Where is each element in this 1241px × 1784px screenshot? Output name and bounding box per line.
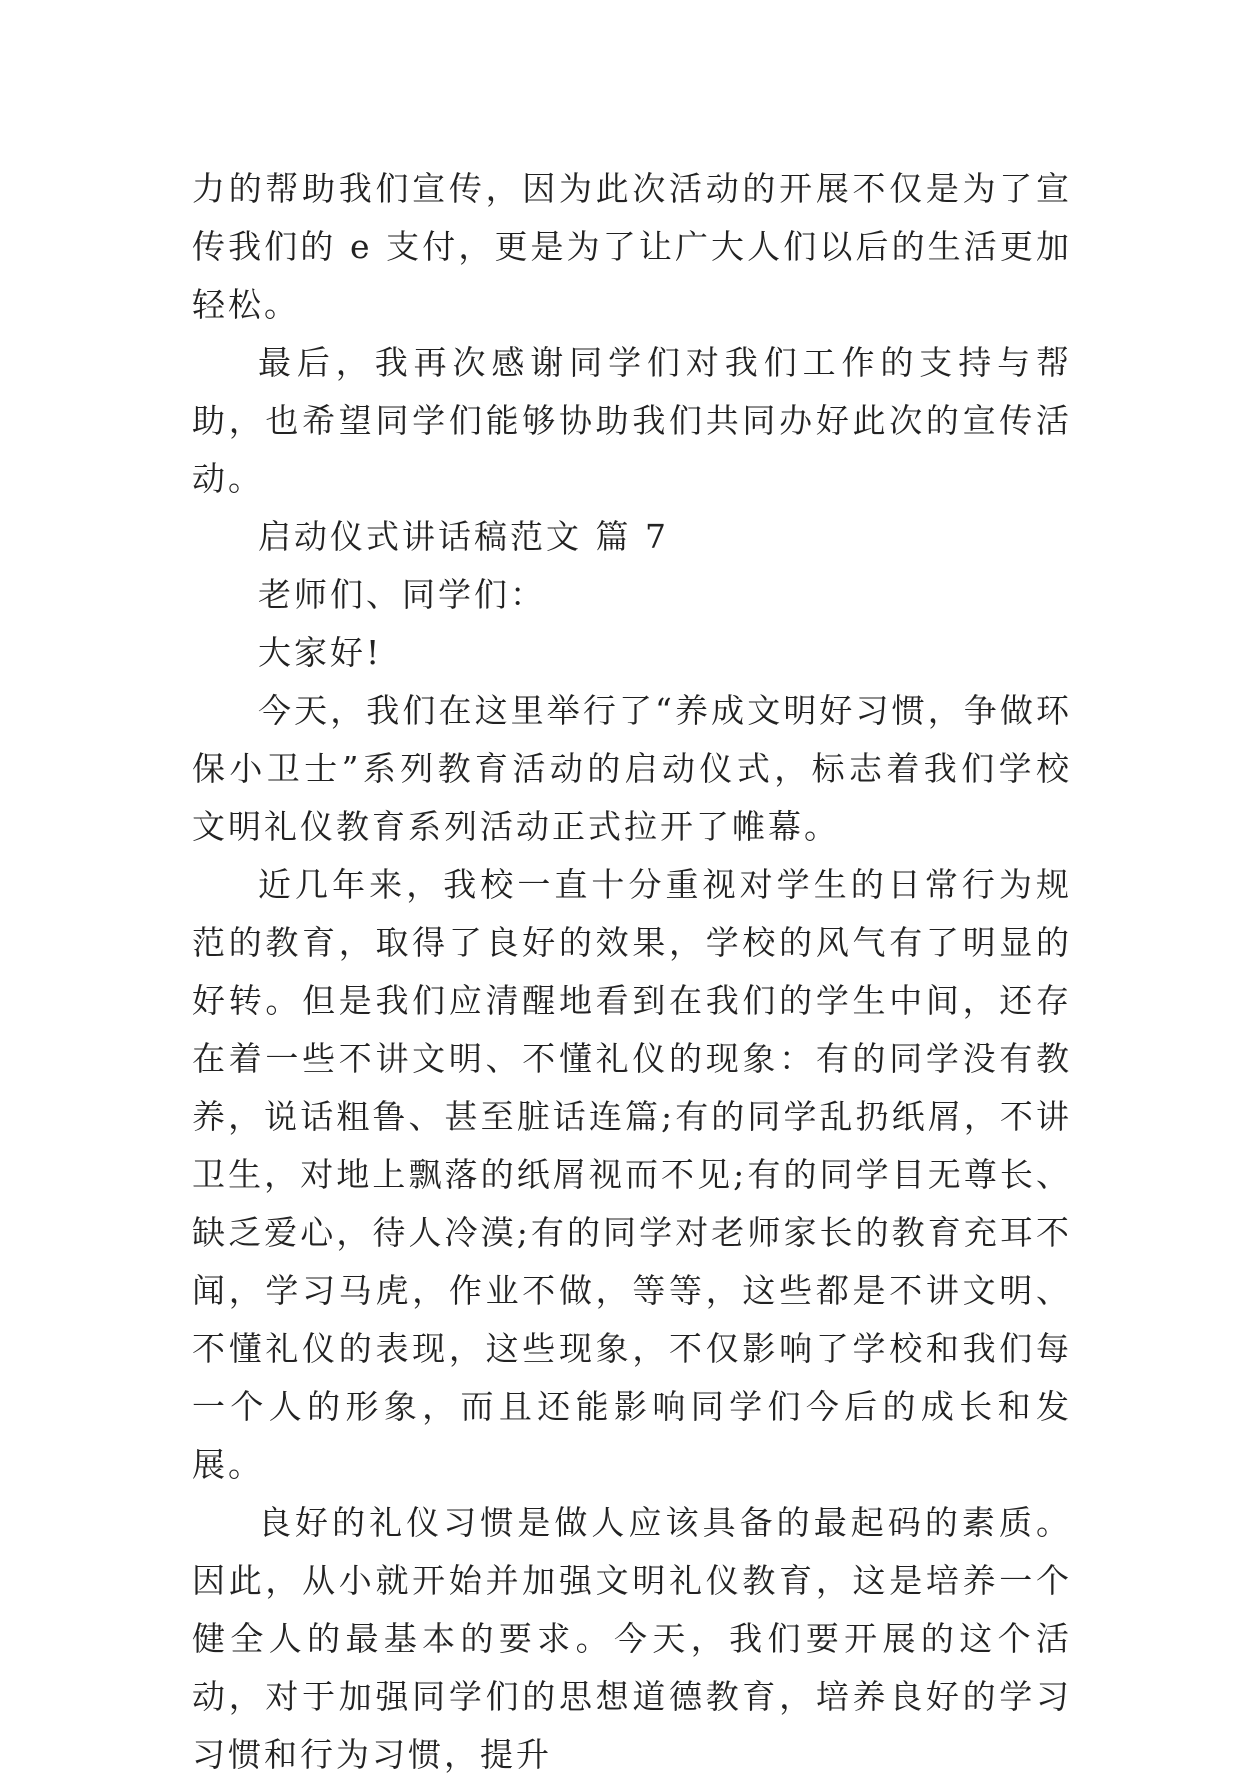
paragraph-2: 最后，我再次感谢同学们对我们工作的支持与帮助，也希望同学们能够协助我们共同办好此次的宣传活动。 <box>192 343 1072 498</box>
paragraph-8: 良好的礼仪习惯是做人应该具备的最起码的素质。因此，从小就开始并加强文明礼仪教育，这是培养一个健全人的最基本的要求。今天，我们要开展的这个活动，对于加强同学们的思想道德教育，培养良好的学习习惯和行为习惯，提升 <box>192 1503 1072 1774</box>
section-heading: 启动仪式讲话稿范文 篇 7 <box>258 517 669 556</box>
paragraph-6: 今天，我们在这里举行了“养成文明好习惯，争做环保小卫士”系列教育活动的启动仪式，标志着我们学校文明礼仪教育系列活动正式拉开了帷幕。 <box>192 691 1072 846</box>
paragraph-1: 力的帮助我们宣传，因为此次活动的开展不仅是为了宣传我们的 e 支付，更是为了让广大人们以后的生活更加轻松。 <box>192 169 1072 324</box>
document-body <box>192 160 1072 1784</box>
greeting: 大家好! <box>258 633 383 672</box>
salutation: 老师们、同学们： <box>258 575 546 614</box>
paragraph-7: 近几年来，我校一直十分重视对学生的日常行为规范的教育，取得了良好的效果，学校的风气有了明显的好转。但是我们应清醒地看到在我们的学生中间，还存在着一些不讲文明、不懂礼仪的现象：有的同学没有教养，说话粗鲁、甚至脏话连篇;有的同学乱扔纸屑，不讲卫生，对地上飘落的纸屑视而不见;有的同学目无尊长、缺乏爱心，待人冷漠;有的同学对老师家长的教育充耳不闻，学习马虎，作业不做，等等，这些都是不讲文明、不懂礼仪的表现，这些现象，不仅影响了学校和我们每一个人的形象，而且还能影响同学们今后的成长和发展。 <box>192 865 1072 1484</box>
